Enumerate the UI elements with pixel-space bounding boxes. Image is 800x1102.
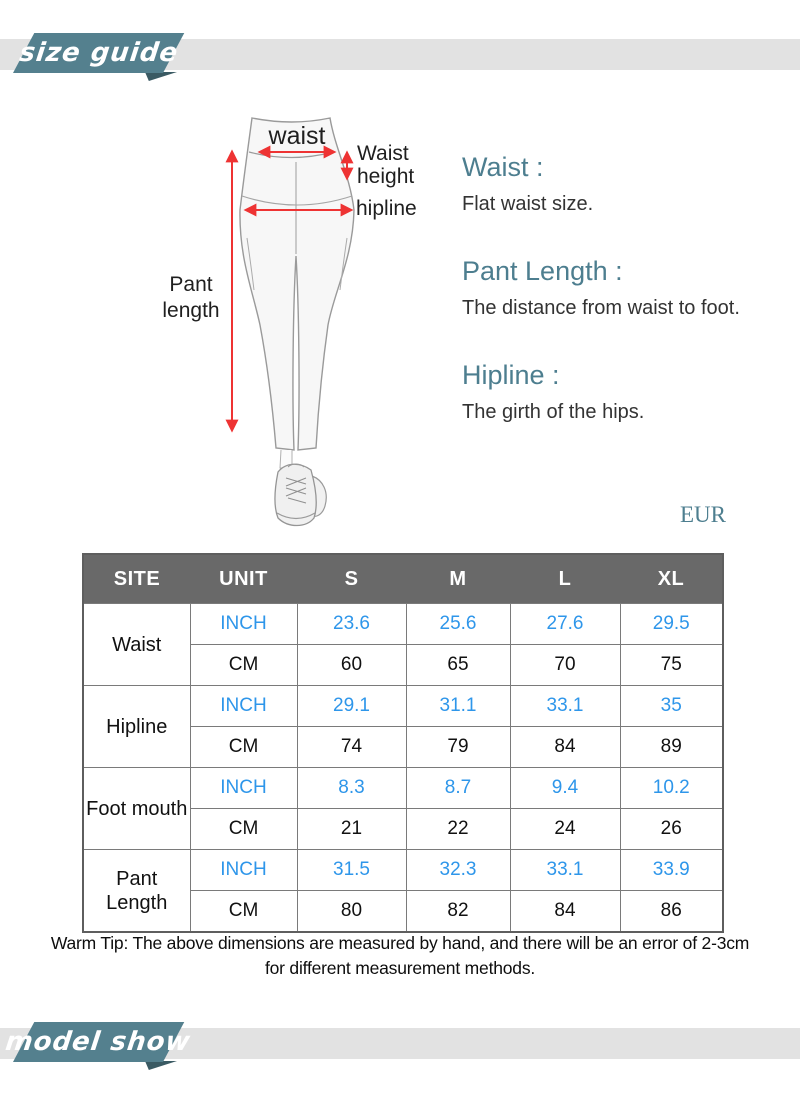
header-size-s: S: [297, 554, 406, 604]
table-row: [83, 686, 723, 727]
header-site: SITE: [83, 554, 190, 604]
pant-length-description-title: Pant Length :: [462, 256, 623, 286]
size-guide-label: size guide: [17, 38, 180, 68]
unit-cell: CM: [190, 727, 297, 768]
value-cell: 26: [620, 809, 723, 850]
site-pant-length: Pant Length: [83, 850, 190, 933]
description-item: [462, 152, 792, 216]
measurement-descriptions: [462, 152, 792, 464]
value-cell: 29.5: [620, 604, 723, 645]
unit-cell: CM: [190, 891, 297, 933]
value-cell: 24: [510, 809, 620, 850]
table-row: [83, 850, 723, 891]
value-cell: 33.1: [510, 850, 620, 891]
bottom-ribbon-fold: [145, 1061, 177, 1070]
waist-diagram-label: waist: [268, 122, 326, 150]
value-cell: 84: [510, 727, 620, 768]
unit-cell: INCH: [190, 768, 297, 809]
unit-cell: CM: [190, 809, 297, 850]
waist-height-diagram-label: Waist height: [357, 142, 415, 188]
unit-cell: INCH: [190, 604, 297, 645]
waist-description-text: Flat waist size.: [462, 193, 594, 215]
value-cell: 9.4: [510, 768, 620, 809]
waist-description-title: Waist :: [462, 152, 544, 182]
unit-cell: INCH: [190, 686, 297, 727]
value-cell: 84: [510, 891, 620, 933]
header-size-m: M: [406, 554, 510, 604]
region-label-eur: EUR: [680, 502, 726, 527]
header-size-l: L: [510, 554, 620, 604]
value-cell: 89: [620, 727, 723, 768]
value-cell: 10.2: [620, 768, 723, 809]
value-cell: 70: [510, 645, 620, 686]
table-header-row: [83, 554, 723, 604]
value-cell: 21: [297, 809, 406, 850]
table-row: [83, 768, 723, 809]
hipline-diagram-label: hipline: [356, 197, 417, 220]
value-cell: 31.1: [406, 686, 510, 727]
warm-tip-line2: for different measurement methods.: [264, 958, 536, 979]
value-cell: 33.9: [620, 850, 723, 891]
description-item: [462, 360, 792, 424]
table-row: [83, 604, 723, 645]
value-cell: 79: [406, 727, 510, 768]
value-cell: 27.6: [510, 604, 620, 645]
site-hipline: Hipline: [83, 686, 190, 768]
pant-length-diagram-label: Pant length: [162, 273, 220, 323]
header-size-xl: XL: [620, 554, 723, 604]
site-foot-mouth: Foot mouth: [83, 768, 190, 850]
site-waist: Waist: [83, 604, 190, 686]
value-cell: 75: [620, 645, 723, 686]
value-cell: 29.1: [297, 686, 406, 727]
unit-cell: INCH: [190, 850, 297, 891]
size-guide-ribbon: [13, 33, 184, 73]
unit-cell: CM: [190, 645, 297, 686]
top-ribbon-fold: [145, 72, 177, 81]
value-cell: 31.5: [297, 850, 406, 891]
value-cell: 86: [620, 891, 723, 933]
value-cell: 32.3: [406, 850, 510, 891]
warm-tip-line1: Warm Tip: The above dimensions are measured by hand, and there will be an error of 2-3cm: [50, 933, 750, 953]
value-cell: 25.6: [406, 604, 510, 645]
value-cell: 35: [620, 686, 723, 727]
value-cell: 65: [406, 645, 510, 686]
value-cell: 80: [297, 891, 406, 933]
value-cell: 74: [297, 727, 406, 768]
warm-tip: [0, 931, 800, 982]
hipline-description-title: Hipline :: [462, 360, 560, 390]
description-item: [462, 256, 792, 320]
value-cell: 33.1: [510, 686, 620, 727]
value-cell: 22: [406, 809, 510, 850]
value-cell: 23.6: [297, 604, 406, 645]
hipline-description-text: The girth of the hips.: [462, 401, 645, 423]
value-cell: 8.7: [406, 768, 510, 809]
value-cell: 60: [297, 645, 406, 686]
model-show-label: model show: [4, 1027, 194, 1057]
model-show-ribbon: [4, 1022, 194, 1062]
size-table: [82, 553, 724, 933]
pant-length-description-text: The distance from waist to foot.: [462, 297, 740, 319]
value-cell: 8.3: [297, 768, 406, 809]
value-cell: 82: [406, 891, 510, 933]
header-unit: UNIT: [190, 554, 297, 604]
